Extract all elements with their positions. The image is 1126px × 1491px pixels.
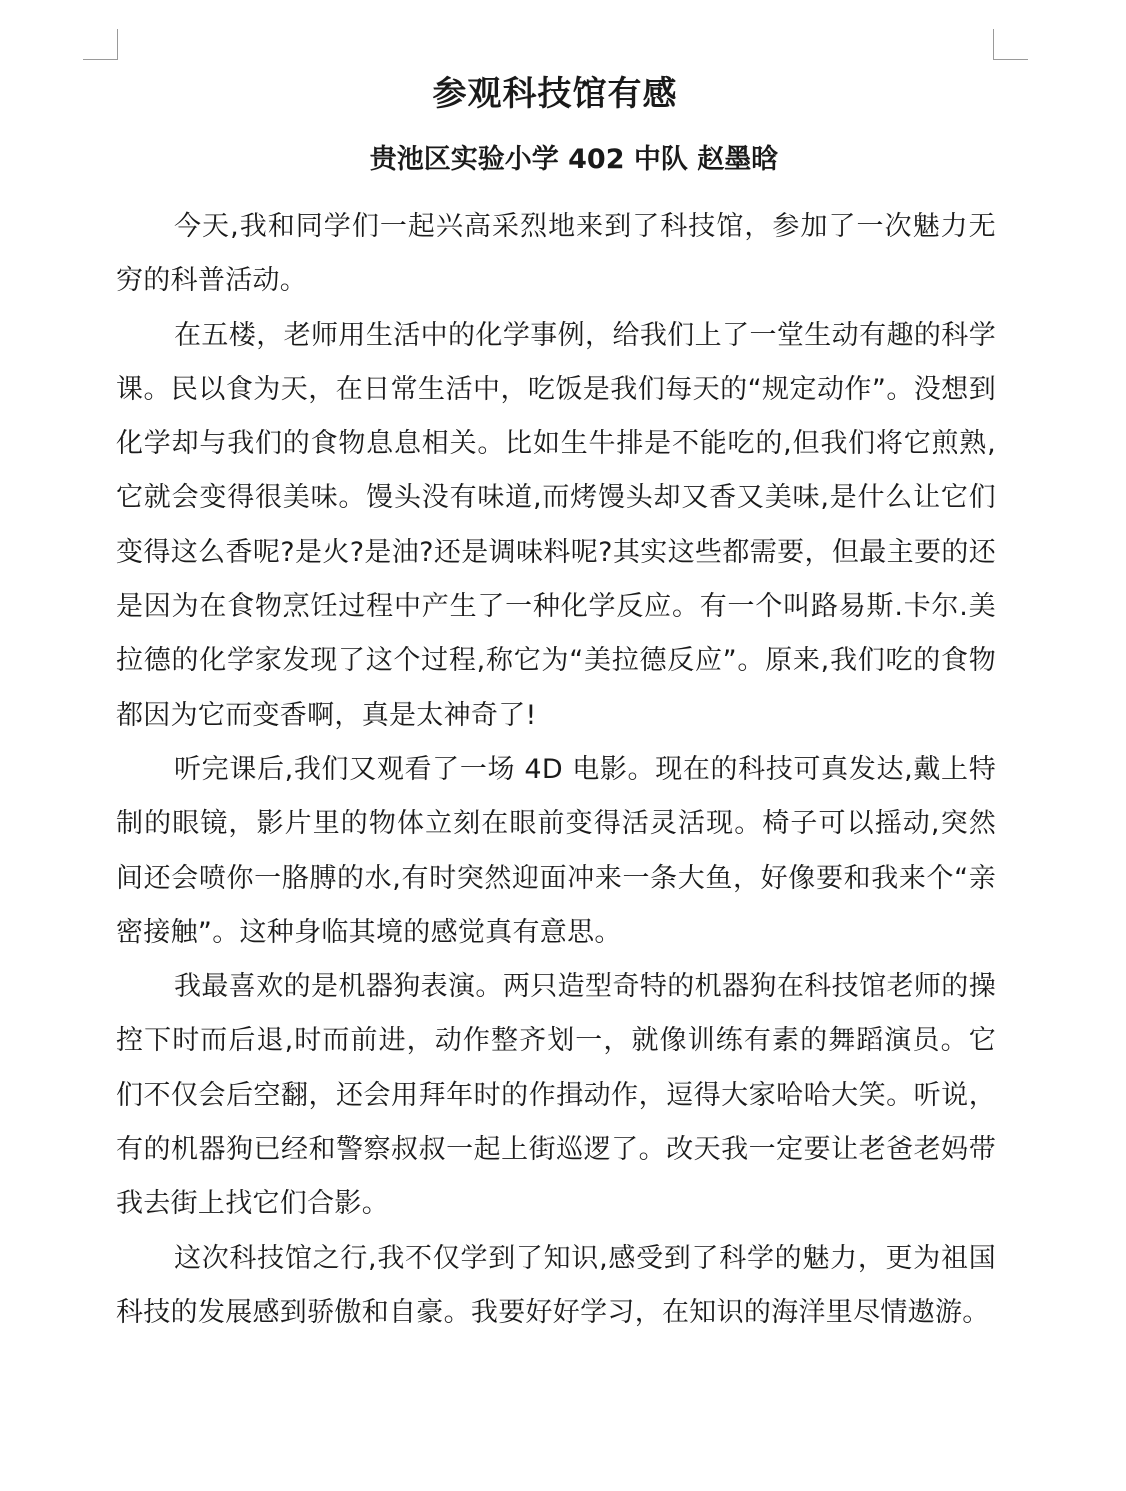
paragraph-1: 今天,我和同学们一起兴高采烈地来到了科技馆，参加了一次魅力无穷的科普活动。 [116, 211, 996, 297]
paragraph-2: 在五楼，老师用生活中的化学事例，给我们上了一堂生动有趣的科学课。民以食为天，在日常生活中，吃饭是我们每天的“规定动作”。没想到化学却与我们的食物息息相关。比如生牛排是不能吃的,但我们将它煎熟,它就会变得很美味。馒头没有味道,而烤馒头却又香又美味,是什么让它们变得这么香呢?是火?是油?还是调味料呢?其实这些都需要，但最主要的还是因为在食物烹饪过程中产生了一种化学反应。有一个叫路易斯.卡尔.美拉德的化学家发现了这个过程,称它为“美拉德反应”。原来,我们吃的食物都因为它而变香啊，真是太神奇了! [116, 319, 996, 731]
document-body [116, 200, 996, 1340]
document-title: 参观科技馆有感 [432, 74, 678, 114]
paragraph-4: 我最喜欢的是机器狗表演。两只造型奇特的机器狗在科技馆老师的操控下时而后退,时而前进，动作整齐划一，就像训练有素的舞蹈演员。它们不仅会后空翻，还会用拜年时的作揖动作，逗得大家哈哈大笑。听说，有的机器狗已经和警察叔叔一起上街巡逻了。改天我一定要让老爸老妈带我去街上找它们合影。 [116, 971, 996, 1220]
paragraph-3: 听完课后,我们又观看了一场 4D 电影。现在的科技可真发达,戴上特制的眼镜，影片里的物体立刻在眼前变得活灵活现。椅子可以摇动,突然间还会喷你一胳膊的水,有时突然迎面冲来一条大鱼，好像要和我来个“亲密接触”。这种身临其境的感觉真有意思。 [116, 753, 996, 948]
document-author-line: 贵池区实验小学 402 中队 赵墨晗 [369, 144, 779, 175]
page-corner-mark-left [83, 29, 118, 60]
page-corner-mark-right [993, 29, 1028, 60]
paragraph-5: 这次科技馆之行,我不仅学到了知识,感受到了科学的魅力，更为祖国科技的发展感到骄傲和自豪。我要好好学习，在知识的海洋里尽情遨游。 [116, 1242, 996, 1328]
